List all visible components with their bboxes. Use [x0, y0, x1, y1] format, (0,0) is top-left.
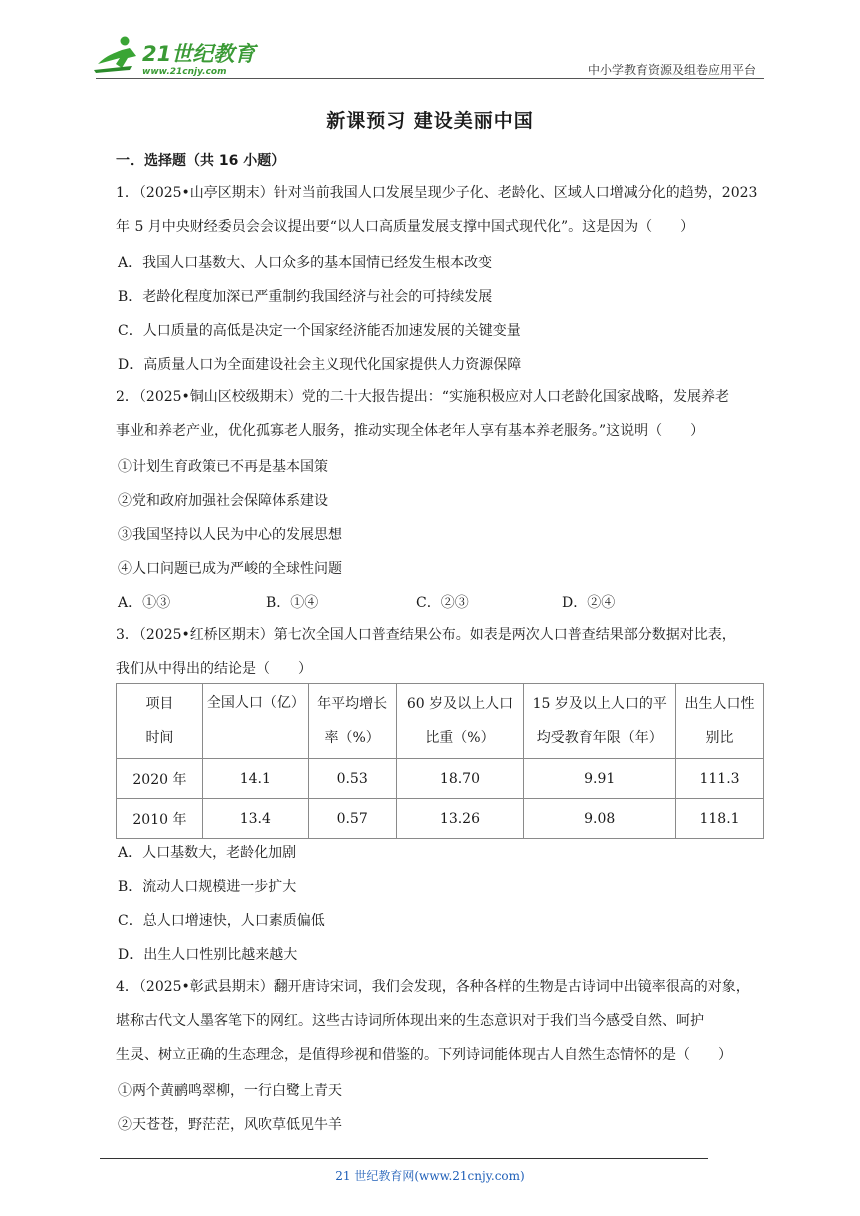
- corner-bottom-label: 时间: [145, 730, 174, 746]
- q1-option-c: C．人口质量的高低是决定一个国家经济能否加速发展的关键变量: [118, 323, 521, 339]
- q3-option-b: B．流动人口规模进一步扩大: [118, 879, 297, 895]
- footer-link[interactable]: 21 世纪教育网(www.21cnjy.com): [335, 1169, 525, 1183]
- table-header-cell: [308, 684, 396, 759]
- question-3-line-2: 我们从中得出的结论是（ ）: [116, 661, 312, 677]
- footer-divider: [100, 1158, 708, 1159]
- table-corner-cell: [117, 684, 203, 759]
- q3-option-c: C．总人口增速快，人口素质偏低: [118, 913, 325, 929]
- q1-option-b: B．老龄化程度加深已严重制约我国经济与社会的可持续发展: [118, 289, 493, 305]
- question-4-line-1: 4．（2025•彰武县期末）翻开唐诗宋词，我们会发现，各种各样的生物是古诗词中出镜率很高的对象，: [116, 979, 750, 995]
- q2-item-1: ①计划生育政策已不再是基本国策: [118, 459, 328, 475]
- corner-top-label: 项目: [145, 696, 174, 712]
- table-cell: 18.70: [396, 759, 524, 799]
- site-logo: [92, 34, 262, 80]
- table-cell: 0.57: [308, 799, 396, 839]
- header-divider: [96, 78, 764, 79]
- header-line: 出生人口性: [684, 696, 755, 712]
- header-line: 均受教育年限（年）: [536, 730, 663, 746]
- q2-option-a: A．①③: [118, 595, 171, 611]
- table-cell: 118.1: [676, 799, 764, 839]
- table-cell: 0.53: [308, 759, 396, 799]
- q1-option-a: A．我国人口基数大、人口众多的基本国情已经发生根本改变: [118, 255, 493, 271]
- question-2-line-1: 2．（2025•铜山区校级期末）党的二十大报告提出：“实施积极应对人口老龄化国家战略，发展养老: [116, 389, 729, 405]
- question-1: [116, 176, 764, 244]
- header-line: 15 岁及以上人口的平: [532, 696, 667, 712]
- question-4: [116, 970, 764, 1072]
- table-row: [117, 759, 764, 799]
- logo-url-text: www.21cnjy.com: [142, 67, 227, 77]
- platform-name: 中小学教育资源及组卷应用平台: [587, 63, 756, 77]
- table-cell: 111.3: [676, 759, 764, 799]
- q2-option-b: B．①④: [266, 595, 319, 611]
- header-line: 比重（%）: [425, 730, 495, 746]
- runner-logo-icon: [92, 34, 262, 80]
- header-line: 率（%）: [324, 730, 380, 746]
- table-header-cell: [524, 684, 676, 759]
- question-1-line-1: 1．（2025•山亭区期末）针对当前我国人口发展呈现少子化、老龄化、区域人口增减分化的趋势，2023: [116, 185, 758, 201]
- table-cell: 9.08: [524, 799, 676, 839]
- question-4-line-3: 生灵、树立正确的生态理念，是值得珍视和借鉴的。下列诗词能体现古人自然生态情怀的是（ ）: [116, 1047, 732, 1063]
- question-3: [116, 618, 764, 686]
- question-3-line-1: 3．（2025•红桥区期末）第七次全国人口普查结果公布。如表是两次人口普查结果部分数据对比表，: [116, 627, 736, 643]
- header-line: 60 岁及以上人口: [406, 696, 514, 712]
- section-heading: 一．选择题（共 16 小题）: [116, 153, 286, 169]
- q2-option-d: D．②④: [562, 595, 616, 611]
- question-2: [116, 380, 764, 448]
- logo-text: 21世纪教育: [142, 42, 256, 66]
- table-header-cell: [396, 684, 524, 759]
- header-line: 年平均增长: [317, 696, 388, 712]
- table-row: [117, 799, 764, 839]
- q3-option-d: D．出生人口性别比越来越大: [118, 947, 298, 963]
- table-cell: 13.26: [396, 799, 524, 839]
- question-1-line-2: 年 5 月中央财经委员会会议提出要“以人口高质量发展支撑中国式现代化”。这是因为（ ）: [116, 219, 695, 235]
- q4-item-1: ①两个黄鹂鸣翠柳，一行白鹭上青天: [118, 1083, 342, 1099]
- table-header-row: [117, 684, 764, 759]
- table-cell: 14.1: [202, 759, 308, 799]
- q2-option-c: C．②③: [416, 595, 469, 611]
- table-cell: 9.91: [524, 759, 676, 799]
- page-title: 新课预习 建设美丽中国: [326, 110, 534, 132]
- q1-option-d: D．高质量人口为全面建设社会主义现代化国家提供人力资源保障: [118, 357, 522, 373]
- question-2-line-2: 事业和养老产业，优化孤寡老人服务，推动实现全体老年人享有基本养老服务。”这说明（ ）: [116, 423, 705, 439]
- q3-option-a: A．人口基数大，老龄化加剧: [118, 845, 297, 861]
- table-header-cell: [202, 684, 308, 759]
- q2-item-2: ②党和政府加强社会保障体系建设: [118, 493, 328, 509]
- table-year-cell: 2010 年: [117, 799, 203, 839]
- header-line: 别比: [705, 730, 734, 746]
- question-4-line-2: 堪称古代文人墨客笔下的网红。这些古诗词所体现出来的生态意识对于我们当今感受自然、呵护: [116, 1013, 704, 1029]
- q2-item-4: ④人口问题已成为严峻的全球性问题: [118, 561, 342, 577]
- census-table: [116, 683, 764, 839]
- table-cell: 13.4: [202, 799, 308, 839]
- table-year-cell: 2020 年: [117, 759, 203, 799]
- table-header-cell: [676, 684, 764, 759]
- q2-item-3: ③我国坚持以人民为中心的发展思想: [118, 527, 342, 543]
- header-line: 全国人口（亿）: [206, 695, 305, 711]
- q4-item-2: ②天苍苍，野茫茫，风吹草低见牛羊: [118, 1117, 342, 1133]
